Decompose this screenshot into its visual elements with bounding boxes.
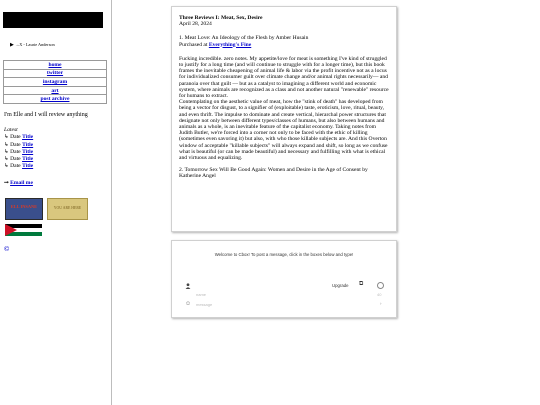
latest-item-title[interactable]: Title xyxy=(22,141,34,148)
latest-list xyxy=(4,127,33,171)
latest-item-title[interactable]: Title xyxy=(22,163,34,170)
site-banner[interactable] xyxy=(3,12,103,28)
copyright-icon[interactable]: © xyxy=(4,245,10,253)
chat-welcome: Welcome to Cbox! To post a message, click in the boxes below and type! xyxy=(214,252,354,257)
nav-cell-twitter xyxy=(4,69,107,78)
now-playing[interactable] xyxy=(10,42,55,48)
latest-item-date: Date xyxy=(10,163,21,170)
now-playing-label: →X - Laurie Anderson xyxy=(14,42,55,47)
nav-cell-art xyxy=(4,86,107,95)
email-link[interactable]: Email me xyxy=(10,180,33,186)
nav-link-post-archive[interactable]: post archive xyxy=(40,96,70,103)
intro-text: I'm Elle and I will review anything xyxy=(4,112,88,118)
play-icon[interactable]: ▶ xyxy=(10,43,14,48)
upgrade-link[interactable]: Upgrade xyxy=(332,283,349,288)
flag-triangle xyxy=(5,224,17,236)
status-circle-icon[interactable] xyxy=(377,282,384,289)
nav-table xyxy=(3,60,107,104)
review-1-paragraph-2: Contemplating on the aesthetic value of meat, how the "stink of death" has developed from being a vector for disgust, to a signifier of (exploitable) taste, eroticism, love, ritual, beauty, and even thrift. The impulse to dominate and create vertical, hierarchal power structures that designate not only between different types/classes of humans, but also between humans and animals as a whole, is an inevitable feature of the capitalist economy. Taking notes from Judith Butler, we're forced into a corner not only to be faced with the ethic of killing (sometimes even savoring it) but also, with who those killable subjects are. And this Overton window of acceptable "killable subjects" will always expand and shift, so long as we confuse what is beautiful (or can be made beautiful) and necessary and fulfilling with what is ethical and virtuous and equalizing. xyxy=(179,99,388,162)
key-icon: ⊸ xyxy=(4,180,9,186)
latest-item-title[interactable]: Title xyxy=(22,156,34,163)
latest-item: ↳ Date Title xyxy=(4,156,34,163)
shop-link[interactable]: Everything's Fine xyxy=(208,41,252,48)
latest-item: ↳ Date Title xyxy=(4,148,34,155)
nav-link-twitter[interactable]: twitter xyxy=(46,70,64,77)
latest-item-date: Date xyxy=(10,156,21,163)
latest-item: ↳ Date Title xyxy=(4,134,34,141)
nav-cell-home xyxy=(4,61,107,70)
palestine-flag xyxy=(5,224,42,236)
cbox-chat xyxy=(171,240,397,318)
send-icon[interactable]: › xyxy=(380,301,382,306)
latest-item: ↳ Date Title xyxy=(4,141,34,148)
latest-item-title[interactable]: Title xyxy=(22,134,34,141)
sidebar xyxy=(0,0,112,405)
post-title: Three Reviews I: Meat, Sex, Desire xyxy=(179,15,263,21)
nav-cell-post-archive xyxy=(4,95,107,104)
external-link-icon[interactable]: ⧉ xyxy=(359,281,364,287)
nav-cell-instagram xyxy=(4,78,107,87)
latest-item-date: Date xyxy=(10,141,21,148)
purchased-prefix: Purchased at xyxy=(179,41,208,48)
latest-item-title[interactable]: Title xyxy=(22,148,34,155)
nav-link-art[interactable]: art xyxy=(51,87,59,94)
message-input[interactable]: message xyxy=(196,302,213,307)
nav-link-instagram[interactable]: instagram xyxy=(42,78,68,85)
review-2-heading: 2. Tomorrow Sex Will Be Good Again: Women and Desire in the Age of Consent by Katherine Angel xyxy=(179,167,368,180)
user-icon[interactable] xyxy=(185,283,191,289)
nav-link-home[interactable]: home xyxy=(48,61,62,68)
latest-heading: Latest xyxy=(4,127,18,133)
emoji-icon[interactable]: ☺ xyxy=(185,301,192,307)
name-char-count: 40 xyxy=(377,292,382,297)
latest-item-date: Date xyxy=(10,148,21,155)
badge-you-are-here[interactable]: YOU ARE HERE xyxy=(47,198,88,220)
post-body xyxy=(179,15,391,180)
email-me[interactable] xyxy=(4,180,33,186)
review-1-paragraph-1: Fucking incredible. zero notes. My appetite/love for meat is something I've kind of struggled to justify for a long time (and will continue to struggle with for a longer time), but this book frames the inevitable cheapening of animal life & labor via the profit incentive not as a locus for individualized consumer guilt over climate change and/or animal rights necessarily— and paranoia over that guilt — but as a catalyst to imagining a different world and economic system, where animals are recognized as a class and not another natural "renewable" resource for humans to extract. xyxy=(179,55,389,100)
latest-item: ↳ Date Title xyxy=(4,163,34,170)
name-input[interactable]: name xyxy=(196,292,207,297)
blog-post xyxy=(171,6,397,232)
latest-item-date: Date xyxy=(10,134,21,141)
post-date: April 28, 2024 xyxy=(179,21,212,28)
review-1-heading: 1. Meat Love: An Ideology of the Flesh by Amber Husain xyxy=(179,35,309,42)
badge-ell-insane[interactable]: ELL INSANE xyxy=(5,198,43,220)
